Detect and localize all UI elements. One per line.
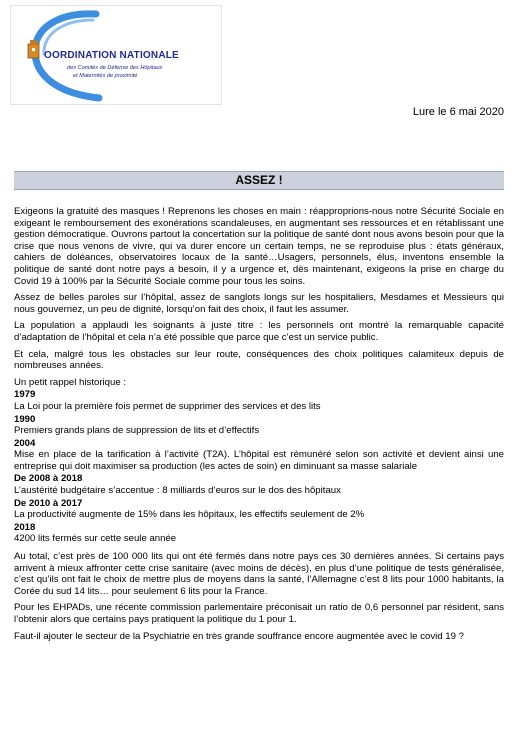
paragraph: Et cela, malgré tous les obstacles sur leur route, conséquences des choix politiques calamiteux depuis de nombreuses années. [14,348,504,372]
history-text: L’austérité budgétaire s’accentue : 8 milliards d’euros sur le dos des hôpitaux [14,485,341,497]
paragraph: Pour les EHPADs, une récente commission parlementaire préconisait un ratio de 0,6 personnel par résident, sans l’obtenir alors que certains pays pratiquent la politique du 1 pour 1. [14,602,504,625]
document-date: Lure le 6 mai 2020 [412,106,504,118]
paragraph: Exigeons la gratuité des masques ! Reprenons les choses en main : réapproprions-nous notre Sécurité Sociale en exigeant le remboursement des exonérations scandaleuses, en augmentant ses ressources et en rétablissant une gestion démocratique. Ouvrons partout la concertation sur la politique de santé dont nous avons besoin pour que la crise que nous venons de vivre, qui va durer encore un certain temps, ne se reproduise plus : états généraux, cahiers de doléances, observatoires locaux de la santé…Usagers, personnels, élus, inventons ensemble la politique de santé dont notre pays a besoin, il y a urgence et, dès maintenant, exigeons la prise en charge du Covid 19 à 100% par la Sécurité Sociale comme pour tous les soins. [14,206,504,287]
history-text: 4200 lits fermés sur cette seule année [14,533,177,545]
history-text: La Loi pour la première fois permet de supprimer des services et des lits [14,400,321,412]
logo-title: OORDINATION NATIONALE [44,50,179,61]
logo-subtitle-line1: des Comités de Défense des Hôpitaux [67,65,163,71]
history-year: De 2008 à 2018 [14,473,83,485]
history-list [14,389,504,545]
history-year: 2004 [14,437,36,449]
paragraph: Au total, c’est près de 100 000 lits qui ont été fermés dans notre pays ces 30 dernières années. Si certains pays arrivent à mieux affronter cette crise sanitaire (avec moins de décès), en plus d’une politique de tests généralisée, c’est qu’ils ont fait le choix de mettre plus de moyens dans la santé, l’Allemagne c’est 8 lits pour 1000 habitants, la Corée du sud 14 lits… pour seulement 6 lits pour la France. [14,551,504,597]
history-text: La productivité augmente de 15% dans les hôpitaux, les effectifs seulement de 2% [14,509,365,521]
history-text: Premiers grands plans de suppression de lits et d’effectifs [14,425,260,437]
paragraph: Assez de belles paroles sur l’hôpital, assez de sanglots longs sur les hospitaliers, Mesdames et Messieurs qui nous gouvernez, un peu de dignité, lorsqu’on fait des choix, il faut les assumer. [14,292,504,315]
history-year: 2018 [14,521,36,533]
document-title: ASSEZ ! [14,171,504,190]
history-intro: Un petit rappel historique : [14,376,126,388]
history-year: 1979 [14,389,36,401]
history-year: 1990 [14,413,36,425]
logo-subtitle-line2: et Maternités de proximité [73,73,138,79]
history-year: De 2010 à 2017 [14,497,83,509]
document-body [14,206,504,647]
organization-logo [10,5,222,105]
paragraph: La population a applaudi les soignants à juste titre : les personnels ont montré la remarquable capacité d’adaptation de l’hôpital et cela n’a été possible que parce que c’est un service public. [14,320,504,343]
history-text: Mise en place de la tarification à l’activité (T2A). L’hôpital est rémunéré selon son activité et devient ainsi une entreprise qui doit maximiser sa production (les actes de soin) en diminuant sa masse salariale [14,449,504,472]
paragraph: Faut-il ajouter le secteur de la Psychiatrie en très grande souffrance encore augmentée avec le covid 19 ? [14,630,464,642]
